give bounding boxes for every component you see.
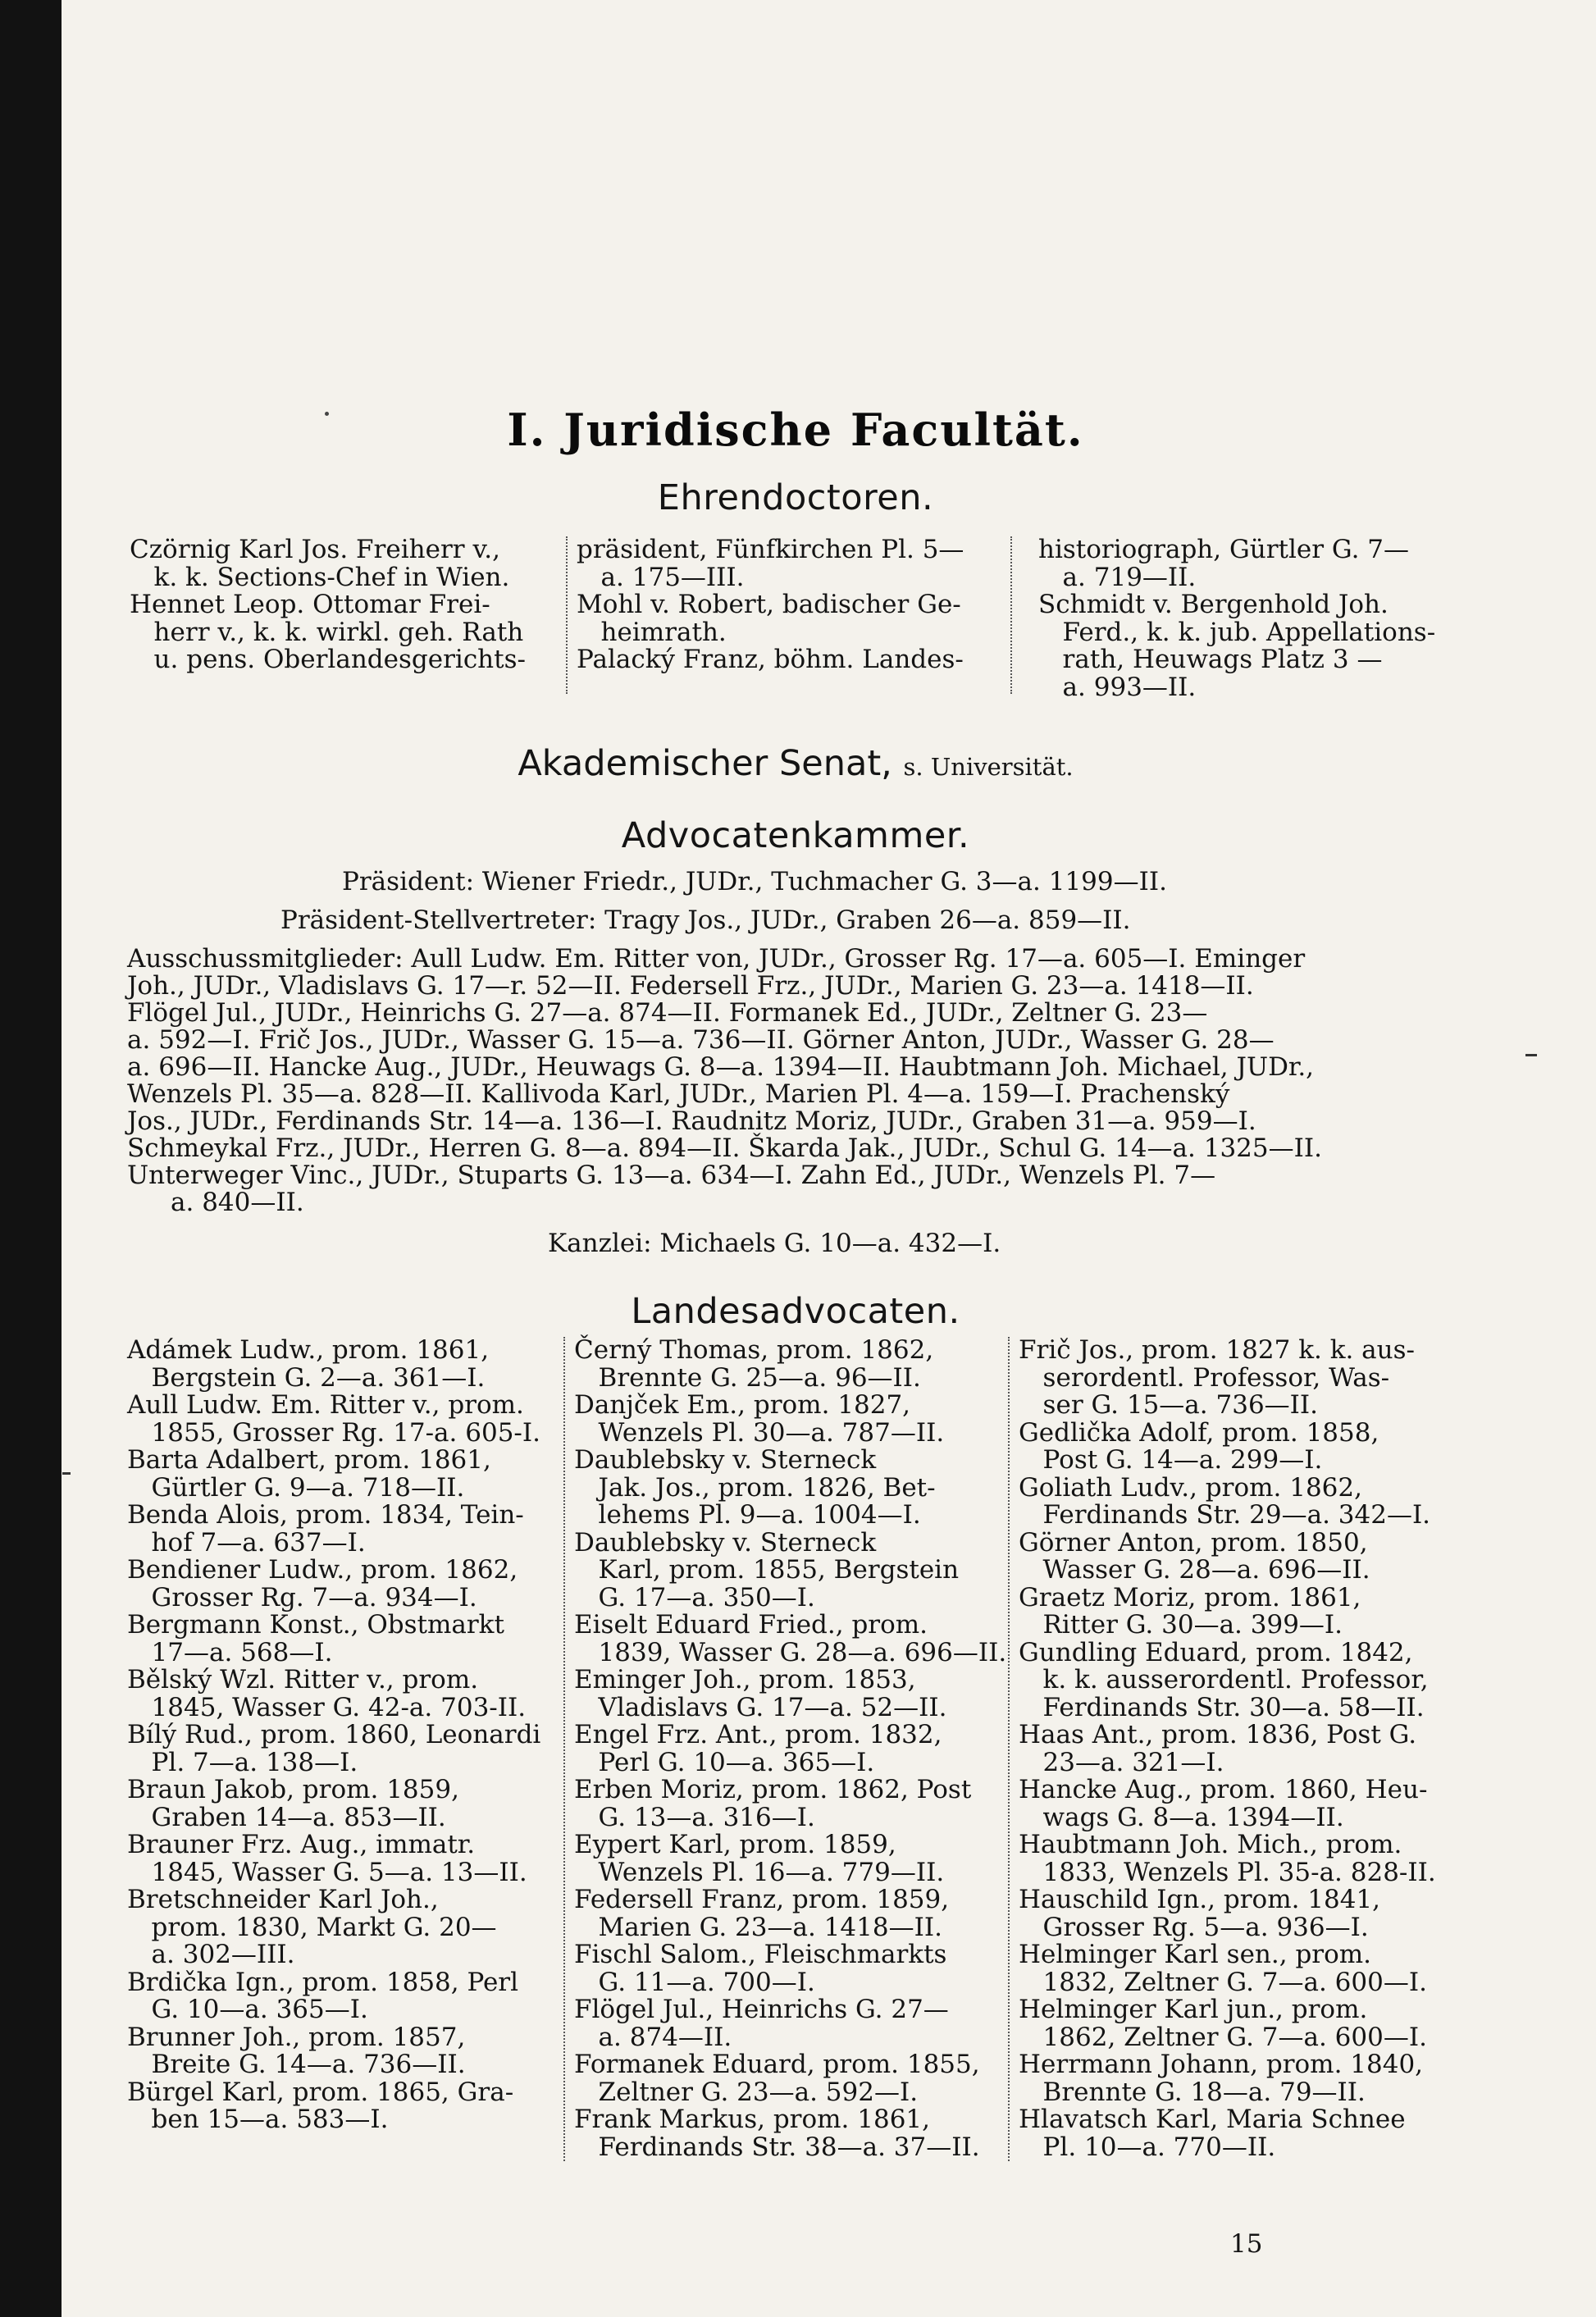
honorary-entry-line: a. 175—III.: [577, 562, 745, 592]
scan-border: [0, 0, 62, 2317]
advocate-entry-line: 1862, Zeltner G. 7—a. 600—I.: [1019, 2022, 1427, 2052]
honorary-column: [577, 536, 964, 674]
advocate-entry-line: Gundling Eduard, prom. 1842,: [1019, 1637, 1413, 1667]
honorary-entry-line: Hennet Leop. Ottomar Frei-: [130, 590, 490, 619]
chamber-committee-line: Schmeykal Frz., JUDr., Herren G. 8—a. 894—II. Škarda Jak., JUDr., Schul G. 14—a. 1325—II.: [127, 1133, 1322, 1163]
advocate-entry-line: Federsell Franz, prom. 1859,: [574, 1885, 950, 1914]
advocate-entry-line: Ritter G. 30—a. 399—I.: [1019, 1610, 1343, 1640]
advocate-entry-line: Bílý Rud., prom. 1860, Leonardi: [127, 1720, 541, 1749]
advocate-entry-line: Frič Jos., prom. 1827 k. k. aus-: [1019, 1335, 1416, 1365]
chamber-committee-line: Joh., JUDr., Vladislavs G. 17—r. 52—II. Federsell Frz., JUDr., Marien G. 23—a. 1418—II.: [127, 971, 1254, 1001]
honorary-entry-line: Czörnig Karl Jos. Freiherr v.,: [130, 535, 500, 564]
column-divider: [1010, 536, 1012, 694]
advocate-entry-line: Wenzels Pl. 30—a. 787—II.: [574, 1417, 945, 1448]
advocate-entry-line: Marien G. 23—a. 1418—II.: [574, 1912, 942, 1942]
advocate-entry-line: Benda Alois, prom. 1834, Tein-: [127, 1500, 524, 1530]
senate-title: Akademischer Senat,: [518, 743, 892, 784]
advocate-entry-line: Wasser G. 28—a. 696—II.: [1019, 1555, 1370, 1585]
advocate-entry-line: prom. 1830, Markt G. 20—: [127, 1912, 497, 1942]
advocate-entry-line: Gürtler G. 9—a. 718—II.: [127, 1472, 465, 1503]
advocate-entry-line: Grosser Rg. 7—a. 934—I.: [127, 1582, 477, 1612]
advocate-entry-line: Ferdinands Str. 38—a. 37—II.: [574, 2132, 980, 2162]
advocate-entry-line: Barta Adalbert, prom. 1861,: [127, 1445, 491, 1475]
advocates-column: [574, 1337, 1006, 2161]
advocate-entry-line: 1832, Zeltner G. 7—a. 600—I.: [1019, 1967, 1427, 1997]
advocate-entry-line: Engel Frz. Ant., prom. 1832,: [574, 1720, 942, 1749]
chamber-committee-line: a. 840—II.: [171, 1188, 304, 1217]
advocate-entry-line: Jak. Jos., prom. 1826, Bet-: [574, 1472, 936, 1503]
advocate-entry-line: Pl. 7—a. 138—I.: [127, 1747, 358, 1777]
advocate-entry-line: 1833, Wenzels Pl. 35-a. 828-II.: [1019, 1857, 1436, 1887]
advocate-entry-line: Ferdinands Str. 30—a. 58—II.: [1019, 1692, 1425, 1722]
advocate-entry-line: Aull Ludw. Em. Ritter v., prom.: [127, 1390, 524, 1420]
advocate-entry-line: Brunner Joh., prom. 1857,: [127, 2022, 466, 2052]
advocate-entry-line: Adámek Ludw., prom. 1861,: [127, 1335, 490, 1365]
advocate-entry-line: Erben Moriz, prom. 1862, Post: [574, 1775, 972, 1804]
advocate-entry-line: G. 11—a. 700—I.: [574, 1967, 815, 1997]
advocate-entry-line: Gedlička Adolf, prom. 1858,: [1019, 1417, 1379, 1448]
chamber-committee-line: Ausschussmitglieder: Aull Ludw. Em. Ritter von, JUDr., Grosser Rg. 17—a. 605—I. Eminger: [127, 944, 1306, 974]
honorary-doctors-list: [130, 536, 1458, 700]
honorary-entry-line: Palacký Franz, böhm. Landes-: [577, 645, 964, 674]
page-number: 15: [1230, 2229, 1263, 2259]
advocate-entry-line: Hancke Aug., prom. 1860, Heu-: [1019, 1775, 1428, 1804]
honorary-entry-line: a. 719—II.: [1038, 562, 1197, 592]
advocate-entry-line: Haubtmann Joh. Mich., prom.: [1019, 1830, 1402, 1859]
chamber-chancellery: Kanzlei: Michaels G. 10—a. 432—I.: [548, 1229, 1001, 1258]
advocate-entry-line: Flögel Jul., Heinrichs G. 27—: [574, 1995, 949, 2024]
honorary-entry-line: k. k. Sections-Chef in Wien.: [130, 562, 510, 592]
advocate-entry-line: Hauschild Ign., prom. 1841,: [1019, 1885, 1381, 1914]
advocate-entry-line: Graetz Moriz, prom. 1861,: [1019, 1582, 1361, 1612]
advocate-entry-line: Brauner Frz. Aug., immatr.: [127, 1830, 476, 1859]
advocate-entry-line: Danjček Em., prom. 1827,: [574, 1390, 911, 1420]
advocate-entry-line: Zeltner G. 23—a. 592—I.: [574, 2077, 919, 2107]
chamber-committee-line: Flögel Jul., JUDr., Heinrichs G. 27—a. 874—II. Formanek Ed., JUDr., Zeltner G. 23—: [127, 998, 1208, 1028]
advocate-entry-line: Eminger Joh., prom. 1853,: [574, 1665, 916, 1694]
advocate-entry-line: Formanek Eduard, prom. 1855,: [574, 2050, 980, 2079]
honorary-column: [1038, 536, 1435, 701]
chamber-committee-line: Wenzels Pl. 35—a. 828—II. Kallivoda Karl, JUDr., Marien Pl. 4—a. 159—I. Prachenský: [127, 1079, 1230, 1109]
advocate-entry-line: a. 302—III.: [127, 1940, 295, 1969]
advocate-entry-line: Post G. 14—a. 299—I.: [1019, 1445, 1323, 1475]
advocate-entry-line: G. 17—a. 350—I.: [574, 1582, 815, 1612]
chamber-committee-line: a. 592—I. Frič Jos., JUDr., Wasser G. 15—a. 736—II. Görner Anton, JUDr., Wasser G. 28—: [127, 1025, 1275, 1055]
advocate-entry-line: Braun Jakob, prom. 1859,: [127, 1775, 459, 1804]
honorary-column: [130, 536, 526, 674]
advocates-chamber-title: Advocatenkammer.: [621, 815, 970, 856]
honorary-doctors-title: Ehrendoctoren.: [657, 477, 934, 518]
advocate-entry-line: Ferdinands Str. 29—a. 342—I.: [1019, 1500, 1431, 1530]
advocate-entry-line: Eiselt Eduard Fried., prom.: [574, 1610, 928, 1640]
chamber-committee-line: a. 696—II. Hancke Aug., JUDr., Heuwags G. 8—a. 1394—II. Haubtmann Joh. Michael, JUDr.,: [127, 1052, 1315, 1082]
advocate-entry-line: k. k. ausserordentl. Professor,: [1019, 1665, 1429, 1694]
faculty-title: I. Juridische Facultät.: [507, 404, 1084, 456]
chamber-president: Präsident: Wiener Friedr., JUDr., Tuchmacher G. 3—a. 1199—II.: [342, 867, 1167, 896]
margin-mark: [1525, 1054, 1537, 1056]
advocate-entry-line: G. 13—a. 316—I.: [574, 1802, 815, 1832]
provincial-advocates-list: [127, 1337, 1472, 2173]
advocate-entry-line: Helminger Karl jun., prom.: [1019, 1995, 1368, 2024]
column-divider: [566, 536, 568, 694]
advocate-entry-line: Bělský Wzl. Ritter v., prom.: [127, 1665, 479, 1694]
advocate-entry-line: serordentl. Professor, Was-: [1019, 1362, 1390, 1393]
advocate-entry-line: Breite G. 14—a. 736—II.: [127, 2050, 466, 2079]
honorary-entry-line: heimrath.: [577, 617, 727, 647]
honorary-entry-line: herr v., k. k. wirkl. geh. Rath: [130, 617, 524, 647]
advocate-entry-line: Fischl Salom., Fleischmarkts: [574, 1940, 947, 1969]
advocate-entry-line: Brennte G. 25—a. 96—II.: [574, 1362, 921, 1393]
advocate-entry-line: Helminger Karl sen., prom.: [1019, 1940, 1372, 1969]
advocate-entry-line: Bendiener Ludw., prom. 1862,: [127, 1555, 518, 1585]
advocate-entry-line: Wenzels Pl. 16—a. 779—II.: [574, 1857, 945, 1887]
advocate-entry-line: Perl G. 10—a. 365—I.: [574, 1747, 875, 1777]
advocates-column: [127, 1337, 540, 2134]
advocate-entry-line: Černý Thomas, prom. 1862,: [574, 1335, 934, 1365]
advocate-entry-line: lehems Pl. 9—a. 1004—I.: [574, 1500, 921, 1530]
advocate-entry-line: Grosser Rg. 5—a. 936—I.: [1019, 1912, 1369, 1942]
advocate-entry-line: Bretschneider Karl Joh.,: [127, 1885, 439, 1914]
honorary-entry-line: u. pens. Oberlandesgerichts-: [130, 645, 526, 674]
advocate-entry-line: Bergmann Konst., Obstmarkt: [127, 1610, 504, 1640]
advocate-entry-line: Hlavatsch Karl, Maria Schnee: [1019, 2105, 1406, 2134]
column-divider: [563, 1337, 565, 2161]
advocate-entry-line: Brdička Ign., prom. 1858, Perl: [127, 1967, 519, 1997]
advocate-entry-line: Haas Ant., prom. 1836, Post G.: [1019, 1720, 1417, 1749]
advocate-entry-line: a. 874—II.: [574, 2022, 732, 2052]
honorary-entry-line: präsident, Fünfkirchen Pl. 5—: [577, 535, 964, 564]
advocate-entry-line: wags G. 8—a. 1394—II.: [1019, 1802, 1344, 1832]
advocate-entry-line: Brennte G. 18—a. 79—II.: [1019, 2077, 1366, 2107]
column-divider: [1008, 1337, 1010, 2161]
advocate-entry-line: G. 10—a. 365—I.: [127, 1995, 368, 2024]
advocate-entry-line: Daublebsky v. Sterneck: [574, 1527, 877, 1558]
advocates-column: [1019, 1337, 1436, 2161]
advocate-entry-line: Eypert Karl, prom. 1859,: [574, 1830, 896, 1859]
honorary-entry-line: Schmidt v. Bergenhold Joh.: [1038, 590, 1389, 619]
advocate-entry-line: Frank Markus, prom. 1861,: [574, 2105, 930, 2134]
honorary-entry-line: historiograph, Gürtler G. 7—: [1038, 535, 1409, 564]
advocate-entry-line: Pl. 10—a. 770—II.: [1019, 2132, 1276, 2162]
advocate-entry-line: Bürgel Karl, prom. 1865, Gra-: [127, 2077, 514, 2107]
honorary-entry-line: a. 993—II.: [1038, 672, 1197, 702]
advocate-entry-line: ben 15—a. 583—I.: [127, 2105, 389, 2134]
chamber-committee-line: Unterweger Vinc., JUDr., Stuparts G. 13—a. 634—I. Zahn Ed., JUDr., Wenzels Pl. 7—: [127, 1161, 1216, 1190]
advocate-entry-line: Karl, prom. 1855, Bergstein: [574, 1555, 960, 1585]
advocate-entry-line: Herrmann Johann, prom. 1840,: [1019, 2050, 1424, 2079]
advocate-entry-line: 23—a. 321—I.: [1019, 1747, 1224, 1777]
honorary-entry-line: rath, Heuwags Platz 3 —: [1038, 645, 1383, 674]
advocate-entry-line: 1845, Wasser G. 42-a. 703-II.: [127, 1692, 527, 1722]
margin-mark: [62, 1472, 71, 1475]
advocate-entry-line: Goliath Ludv., prom. 1862,: [1019, 1472, 1362, 1503]
chamber-vice-president: Präsident-Stellvertreter: Tragy Jos., JUDr., Graben 26—a. 859—II.: [280, 905, 1131, 935]
chamber-committee-line: Jos., JUDr., Ferdinands Str. 14—a. 136—I. Raudnitz Moriz, JUDr., Graben 31—a. 959—I.: [127, 1106, 1256, 1136]
honorary-entry-line: Mohl v. Robert, badischer Ge-: [577, 590, 961, 619]
advocate-entry-line: 1845, Wasser G. 5—a. 13—II.: [127, 1857, 527, 1887]
advocate-entry-line: 1855, Grosser Rg. 17-a. 605-I.: [127, 1417, 540, 1448]
advocate-entry-line: Bergstein G. 2—a. 361—I.: [127, 1362, 486, 1393]
advocate-entry-line: Daublebsky v. Sterneck: [574, 1445, 877, 1475]
honorary-entry-line: Ferd., k. k. jub. Appellations-: [1038, 617, 1436, 647]
advocate-entry-line: Görner Anton, prom. 1850,: [1019, 1527, 1368, 1558]
provincial-advocates-title: Landesadvocaten.: [631, 1291, 960, 1332]
advocate-entry-line: ser G. 15—a. 736—II.: [1019, 1390, 1319, 1420]
senate-note: s. Universität.: [903, 753, 1074, 781]
senate-heading: [205, 743, 1386, 784]
advocate-entry-line: 1839, Wasser G. 28—a. 696—II.: [574, 1637, 1007, 1667]
advocate-entry-line: hof 7—a. 637—I.: [127, 1527, 366, 1558]
advocate-entry-line: Graben 14—a. 853—II.: [127, 1802, 446, 1832]
advocate-entry-line: Vladislavs G. 17—a. 52—II.: [574, 1692, 947, 1722]
advocate-entry-line: 17—a. 568—I.: [127, 1637, 333, 1667]
